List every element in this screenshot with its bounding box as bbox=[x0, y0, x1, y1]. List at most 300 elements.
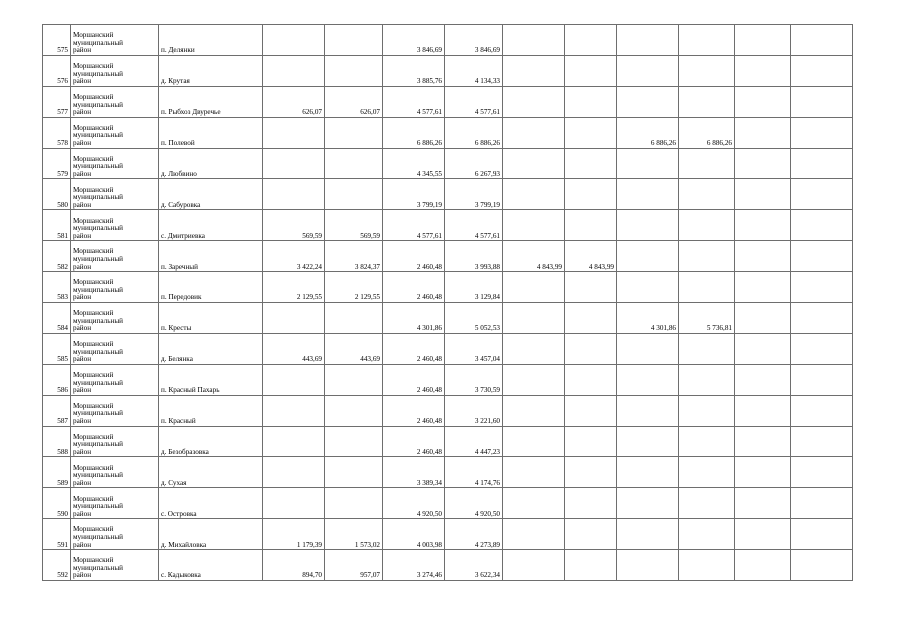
value-cell bbox=[565, 395, 617, 426]
district-text: Моршанский bbox=[73, 401, 114, 410]
value-cell bbox=[503, 148, 565, 179]
district-cell bbox=[71, 426, 159, 457]
row-number: 590 bbox=[43, 488, 71, 519]
value-cell bbox=[565, 210, 617, 241]
table-row bbox=[43, 210, 853, 241]
value-cell bbox=[565, 457, 617, 488]
table-row bbox=[43, 179, 853, 210]
value-cell bbox=[617, 86, 679, 117]
value-cell bbox=[735, 426, 791, 457]
value-cell bbox=[617, 55, 679, 86]
value-cell: 2 460,48 bbox=[383, 364, 445, 395]
value-cell: 2 129,55 bbox=[263, 272, 325, 303]
value-cell bbox=[503, 179, 565, 210]
value-cell bbox=[503, 210, 565, 241]
row-number: 582 bbox=[43, 241, 71, 272]
value-cell bbox=[617, 519, 679, 550]
district-text: муниципальный bbox=[73, 285, 124, 294]
value-cell bbox=[679, 488, 735, 519]
district-text: муниципальный bbox=[73, 347, 124, 356]
value-cell: 2 460,48 bbox=[383, 395, 445, 426]
value-cell bbox=[263, 148, 325, 179]
settlement-cell: п. Кресты bbox=[159, 303, 263, 334]
district-text: муниципальный bbox=[73, 378, 124, 387]
row-number: 575 bbox=[43, 25, 71, 56]
district-text: Моршанский bbox=[73, 556, 114, 565]
value-cell bbox=[791, 550, 853, 581]
district-text: район bbox=[73, 355, 92, 364]
settlement-cell: п. Передовик bbox=[159, 272, 263, 303]
row-number: 580 bbox=[43, 179, 71, 210]
value-cell bbox=[735, 86, 791, 117]
district-cell bbox=[71, 303, 159, 334]
settlement-cell: п. Красный Пахарь bbox=[159, 364, 263, 395]
district-text: муниципальный bbox=[73, 224, 124, 233]
value-cell bbox=[325, 457, 383, 488]
district-cell bbox=[71, 550, 159, 581]
settlement-cell: п. Делянки bbox=[159, 25, 263, 56]
row-number: 577 bbox=[43, 86, 71, 117]
value-cell bbox=[617, 364, 679, 395]
value-cell bbox=[791, 303, 853, 334]
value-cell: 4 345,55 bbox=[383, 148, 445, 179]
value-cell bbox=[565, 550, 617, 581]
value-cell: 2 129,55 bbox=[325, 272, 383, 303]
value-cell bbox=[735, 210, 791, 241]
value-cell bbox=[325, 303, 383, 334]
district-cell bbox=[71, 457, 159, 488]
district-text: Моршанский bbox=[73, 432, 114, 441]
value-cell bbox=[679, 272, 735, 303]
value-cell: 2 460,48 bbox=[383, 426, 445, 457]
district-cell bbox=[71, 179, 159, 210]
value-cell: 4 577,61 bbox=[383, 210, 445, 241]
value-cell bbox=[791, 210, 853, 241]
district-cell bbox=[71, 55, 159, 86]
value-cell bbox=[503, 25, 565, 56]
row-number: 581 bbox=[43, 210, 71, 241]
value-cell bbox=[735, 395, 791, 426]
value-cell bbox=[791, 148, 853, 179]
row-number: 592 bbox=[43, 550, 71, 581]
value-cell: 1 573,02 bbox=[325, 519, 383, 550]
value-cell bbox=[503, 117, 565, 148]
value-cell: 3 622,34 bbox=[445, 550, 503, 581]
value-cell: 569,59 bbox=[263, 210, 325, 241]
value-cell: 4 577,61 bbox=[445, 86, 503, 117]
table-row bbox=[43, 241, 853, 272]
district-cell bbox=[71, 241, 159, 272]
value-cell bbox=[791, 117, 853, 148]
value-cell bbox=[617, 333, 679, 364]
value-cell bbox=[503, 333, 565, 364]
value-cell bbox=[791, 457, 853, 488]
district-text: Моршанский bbox=[73, 185, 114, 194]
table-row bbox=[43, 457, 853, 488]
value-cell bbox=[325, 25, 383, 56]
district-text: Моршанский bbox=[73, 154, 114, 163]
value-cell bbox=[735, 364, 791, 395]
value-cell: 4 301,86 bbox=[383, 303, 445, 334]
value-cell bbox=[791, 364, 853, 395]
value-cell: 3 274,46 bbox=[383, 550, 445, 581]
row-number: 586 bbox=[43, 364, 71, 395]
district-text: муниципальный bbox=[73, 533, 124, 542]
value-cell bbox=[791, 333, 853, 364]
table-row bbox=[43, 55, 853, 86]
value-cell bbox=[503, 303, 565, 334]
district-text: Моршанский bbox=[73, 494, 114, 503]
value-cell bbox=[617, 550, 679, 581]
value-cell: 3 129,84 bbox=[445, 272, 503, 303]
value-cell bbox=[679, 395, 735, 426]
district-text: Моршанский bbox=[73, 278, 114, 287]
value-cell bbox=[735, 519, 791, 550]
district-text: район bbox=[73, 509, 92, 518]
value-cell bbox=[735, 550, 791, 581]
district-cell bbox=[71, 210, 159, 241]
value-cell bbox=[263, 25, 325, 56]
district-text: Моршанский bbox=[73, 123, 114, 132]
settlement-cell: с. Островка bbox=[159, 488, 263, 519]
district-text: район bbox=[73, 77, 92, 86]
value-cell: 3 422,24 bbox=[263, 241, 325, 272]
value-cell bbox=[679, 210, 735, 241]
value-cell: 3 824,37 bbox=[325, 241, 383, 272]
row-number: 591 bbox=[43, 519, 71, 550]
district-cell bbox=[71, 364, 159, 395]
settlement-cell: п. Рыбхоз Двуречье bbox=[159, 86, 263, 117]
value-cell bbox=[617, 488, 679, 519]
value-cell: 3 799,19 bbox=[383, 179, 445, 210]
table-row bbox=[43, 488, 853, 519]
value-cell bbox=[325, 148, 383, 179]
district-cell bbox=[71, 117, 159, 148]
district-text: муниципальный bbox=[73, 316, 124, 325]
value-cell bbox=[325, 488, 383, 519]
value-cell bbox=[791, 25, 853, 56]
value-cell: 957,07 bbox=[325, 550, 383, 581]
row-number: 588 bbox=[43, 426, 71, 457]
value-cell bbox=[735, 179, 791, 210]
table-row bbox=[43, 395, 853, 426]
value-cell bbox=[565, 117, 617, 148]
district-text: район bbox=[73, 262, 92, 271]
settlement-cell: п. Полевой bbox=[159, 117, 263, 148]
value-cell bbox=[735, 25, 791, 56]
table-row bbox=[43, 86, 853, 117]
district-text: Моршанский bbox=[73, 463, 114, 472]
tariff-table bbox=[42, 24, 853, 581]
value-cell bbox=[325, 117, 383, 148]
district-text: Моршанский bbox=[73, 62, 114, 71]
settlement-cell: п. Красный bbox=[159, 395, 263, 426]
row-number: 585 bbox=[43, 333, 71, 364]
value-cell bbox=[565, 333, 617, 364]
value-cell: 3 885,76 bbox=[383, 55, 445, 86]
value-cell bbox=[325, 395, 383, 426]
value-cell bbox=[679, 550, 735, 581]
value-cell bbox=[617, 395, 679, 426]
district-text: Моршанский bbox=[73, 340, 114, 349]
district-cell bbox=[71, 488, 159, 519]
value-cell bbox=[565, 55, 617, 86]
value-cell: 6 886,26 bbox=[617, 117, 679, 148]
value-cell bbox=[617, 148, 679, 179]
value-cell: 6 886,26 bbox=[445, 117, 503, 148]
value-cell bbox=[263, 488, 325, 519]
value-cell: 4 301,86 bbox=[617, 303, 679, 334]
row-number: 583 bbox=[43, 272, 71, 303]
value-cell bbox=[565, 179, 617, 210]
value-cell bbox=[565, 86, 617, 117]
row-number: 587 bbox=[43, 395, 71, 426]
value-cell bbox=[735, 117, 791, 148]
value-cell: 5 052,53 bbox=[445, 303, 503, 334]
settlement-cell: д. Любвино bbox=[159, 148, 263, 179]
value-cell: 3 221,60 bbox=[445, 395, 503, 426]
value-cell bbox=[565, 426, 617, 457]
district-text: район bbox=[73, 139, 92, 147]
value-cell bbox=[503, 488, 565, 519]
district-text: муниципальный bbox=[73, 502, 124, 511]
value-cell bbox=[617, 457, 679, 488]
value-cell bbox=[791, 426, 853, 457]
value-cell bbox=[679, 179, 735, 210]
table-row bbox=[43, 426, 853, 457]
table-row bbox=[43, 364, 853, 395]
settlement-cell: с. Кадыковка bbox=[159, 550, 263, 581]
district-text: район bbox=[73, 169, 92, 178]
value-cell bbox=[735, 55, 791, 86]
value-cell bbox=[679, 241, 735, 272]
value-cell: 4 577,61 bbox=[445, 210, 503, 241]
table-body bbox=[43, 25, 853, 581]
district-text: район bbox=[73, 447, 92, 456]
value-cell bbox=[617, 241, 679, 272]
value-cell bbox=[503, 426, 565, 457]
value-cell bbox=[679, 457, 735, 488]
value-cell bbox=[263, 364, 325, 395]
row-number: 584 bbox=[43, 303, 71, 334]
value-cell bbox=[735, 488, 791, 519]
district-text: район bbox=[73, 108, 92, 117]
value-cell: 4 174,76 bbox=[445, 457, 503, 488]
value-cell bbox=[617, 426, 679, 457]
value-cell: 4 920,50 bbox=[445, 488, 503, 519]
value-cell bbox=[617, 25, 679, 56]
value-cell: 626,07 bbox=[325, 86, 383, 117]
value-cell: 4 003,98 bbox=[383, 519, 445, 550]
district-cell bbox=[71, 272, 159, 303]
district-text: район bbox=[73, 200, 92, 209]
settlement-cell: п. Заречный bbox=[159, 241, 263, 272]
value-cell: 4 273,89 bbox=[445, 519, 503, 550]
district-cell bbox=[71, 25, 159, 56]
table-row bbox=[43, 333, 853, 364]
district-text: муниципальный bbox=[73, 563, 124, 572]
value-cell bbox=[565, 25, 617, 56]
district-text: район bbox=[73, 417, 92, 426]
value-cell bbox=[791, 86, 853, 117]
value-cell bbox=[325, 364, 383, 395]
table-row bbox=[43, 550, 853, 581]
district-text: Моршанский bbox=[73, 92, 114, 101]
district-text: Моршанский bbox=[73, 216, 114, 225]
value-cell bbox=[325, 55, 383, 86]
value-cell: 626,07 bbox=[263, 86, 325, 117]
value-cell bbox=[679, 55, 735, 86]
district-text: муниципальный bbox=[73, 100, 124, 109]
value-cell bbox=[791, 395, 853, 426]
district-text: район bbox=[73, 46, 92, 55]
value-cell bbox=[679, 25, 735, 56]
value-cell bbox=[735, 148, 791, 179]
value-cell bbox=[679, 426, 735, 457]
district-text: Моршанский bbox=[73, 247, 114, 256]
value-cell bbox=[503, 55, 565, 86]
district-cell bbox=[71, 148, 159, 179]
value-cell bbox=[325, 426, 383, 457]
value-cell: 6 886,26 bbox=[679, 117, 735, 148]
settlement-cell: д. Крутая bbox=[159, 55, 263, 86]
district-cell bbox=[71, 395, 159, 426]
value-cell bbox=[263, 395, 325, 426]
value-cell bbox=[679, 519, 735, 550]
value-cell bbox=[679, 364, 735, 395]
district-text: муниципальный bbox=[73, 440, 124, 449]
value-cell bbox=[263, 55, 325, 86]
table-row bbox=[43, 272, 853, 303]
value-cell: 569,59 bbox=[325, 210, 383, 241]
value-cell bbox=[503, 272, 565, 303]
value-cell: 6 267,93 bbox=[445, 148, 503, 179]
value-cell: 4 920,50 bbox=[383, 488, 445, 519]
value-cell: 3 389,34 bbox=[383, 457, 445, 488]
district-text: район bbox=[73, 478, 92, 487]
value-cell bbox=[791, 241, 853, 272]
value-cell: 4 134,33 bbox=[445, 55, 503, 86]
value-cell: 2 460,48 bbox=[383, 333, 445, 364]
value-cell bbox=[735, 241, 791, 272]
district-text: Моршанский bbox=[73, 525, 114, 534]
value-cell bbox=[565, 364, 617, 395]
district-text: муниципальный bbox=[73, 131, 124, 140]
district-cell bbox=[71, 519, 159, 550]
value-cell bbox=[503, 550, 565, 581]
table-row bbox=[43, 117, 853, 148]
settlement-cell: д. Сухая bbox=[159, 457, 263, 488]
value-cell: 4 447,23 bbox=[445, 426, 503, 457]
district-text: Моршанский bbox=[73, 371, 114, 379]
value-cell: 5 736,81 bbox=[679, 303, 735, 334]
settlement-cell: д. Белянка bbox=[159, 333, 263, 364]
value-cell bbox=[503, 364, 565, 395]
value-cell bbox=[735, 303, 791, 334]
table-row bbox=[43, 519, 853, 550]
value-cell bbox=[263, 303, 325, 334]
value-cell bbox=[565, 488, 617, 519]
value-cell bbox=[263, 457, 325, 488]
district-text: муниципальный bbox=[73, 193, 124, 202]
value-cell bbox=[679, 333, 735, 364]
value-cell: 3 846,69 bbox=[445, 25, 503, 56]
value-cell bbox=[617, 272, 679, 303]
value-cell bbox=[735, 457, 791, 488]
district-text: муниципальный bbox=[73, 38, 124, 47]
value-cell: 894,70 bbox=[263, 550, 325, 581]
value-cell: 3 846,69 bbox=[383, 25, 445, 56]
value-cell: 1 179,39 bbox=[263, 519, 325, 550]
value-cell bbox=[565, 519, 617, 550]
value-cell bbox=[565, 148, 617, 179]
value-cell: 6 886,26 bbox=[383, 117, 445, 148]
value-cell bbox=[263, 179, 325, 210]
value-cell: 2 460,48 bbox=[383, 272, 445, 303]
district-text: район bbox=[73, 571, 92, 580]
row-number: 578 bbox=[43, 117, 71, 148]
value-cell bbox=[791, 179, 853, 210]
value-cell bbox=[735, 333, 791, 364]
district-text: муниципальный bbox=[73, 162, 124, 171]
value-cell bbox=[617, 179, 679, 210]
district-text: район bbox=[73, 540, 92, 549]
value-cell: 3 457,04 bbox=[445, 333, 503, 364]
district-text: муниципальный bbox=[73, 471, 124, 480]
value-cell bbox=[565, 272, 617, 303]
value-cell: 443,69 bbox=[263, 333, 325, 364]
value-cell: 3 799,19 bbox=[445, 179, 503, 210]
value-cell: 4 843,99 bbox=[503, 241, 565, 272]
value-cell bbox=[565, 303, 617, 334]
value-cell: 3 730,59 bbox=[445, 364, 503, 395]
value-cell bbox=[617, 210, 679, 241]
district-text: муниципальный bbox=[73, 69, 124, 78]
value-cell bbox=[503, 457, 565, 488]
row-number: 576 bbox=[43, 55, 71, 86]
table-row bbox=[43, 148, 853, 179]
value-cell bbox=[791, 55, 853, 86]
district-text: муниципальный bbox=[73, 255, 124, 263]
value-cell bbox=[503, 86, 565, 117]
value-cell: 443,69 bbox=[325, 333, 383, 364]
row-number: 579 bbox=[43, 148, 71, 179]
value-cell bbox=[503, 395, 565, 426]
settlement-cell: д. Безобразовка bbox=[159, 426, 263, 457]
district-cell bbox=[71, 86, 159, 117]
table-row bbox=[43, 303, 853, 334]
district-cell bbox=[71, 333, 159, 364]
value-cell: 3 993,88 bbox=[445, 241, 503, 272]
value-cell bbox=[735, 272, 791, 303]
value-cell bbox=[791, 519, 853, 550]
district-text: район bbox=[73, 231, 92, 240]
district-text: район bbox=[73, 324, 92, 333]
settlement-cell: д. Сабуровка bbox=[159, 179, 263, 210]
value-cell bbox=[791, 272, 853, 303]
value-cell bbox=[263, 117, 325, 148]
district-text: Моршанский bbox=[73, 309, 114, 318]
value-cell: 2 460,48 bbox=[383, 241, 445, 272]
value-cell bbox=[679, 148, 735, 179]
value-cell bbox=[503, 519, 565, 550]
row-number: 589 bbox=[43, 457, 71, 488]
value-cell bbox=[263, 426, 325, 457]
district-text: район bbox=[73, 386, 92, 395]
value-cell: 4 577,61 bbox=[383, 86, 445, 117]
value-cell bbox=[679, 86, 735, 117]
settlement-cell: д. Михайловка bbox=[159, 519, 263, 550]
